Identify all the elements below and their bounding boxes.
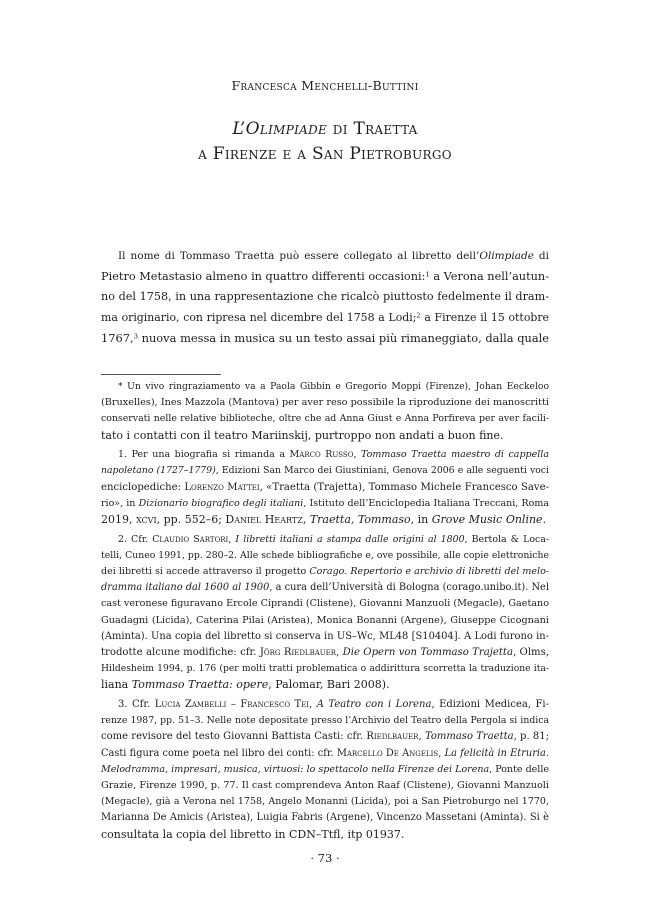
page-number: · 73 · bbox=[310, 851, 340, 865]
body-text bbox=[101, 246, 549, 349]
body-line: no del 1758, in una rappresentazione che ricalcò piuttosto fedelmente il dram- bbox=[101, 290, 549, 304]
footnote-2: 2. Cfr. Claudio Sartori, I libretti italiani a stampa dalle origini al 1800, Bertola & Loca- telli, Cuneo 1991, pp. 280–2. Alle schede bibliografiche e, ove possibile, alle copie elettroniche dei libretti si accede attraverso il progetto Corago. Repertorio e archivio di libretti del melo- dramma italiano dal 1600 al 1900, a cura dell’Università di Bologna (corago.unibo.it). Nel cast veronese figuravano Ercole Ciprandi (Clistene), Giovanni Manzuoli (Megacle), Gaetano Guadagni (Licida), Caterina Pilai (Aristea), Monica Bonanni (Argene), Giuseppe Cicognani (Aminta). Una copia del libretto si conserva in US–Wc, ML48 [S10404]. A Lodi furono in- trodotte alcune modifiche: cfr. Jörg Riedlbauer, Die Opern von Tommaso Trajetta, Olms, Hildesheim 1994, p. 176 (per molti tratti problematica o addirittura scorretta la traduzione ita- liana Tommaso Traetta: opere, Palomar, Bari 2008). bbox=[101, 533, 550, 692]
footnote-star: * Un vivo ringraziamento va a Paola Gibbin e Gregorio Moppi (Firenze), Johan Eeckeloo (Bruxelles), Ines Mazzola (Mantova) per aver reso possibile la riproduzione dei manoscritti conservati nelle relative biblioteche, oltre che ad Anna Giust e Anna Porfireva per aver facili- tato i contatti con il teatro Mariinskij, purtroppo non andati a buon fine. bbox=[101, 381, 549, 442]
footnote-3: 3. Cfr. Lucia Zambelli – Francesco Tei, A Teatro con i Lorena, Edizioni Medicea, Fi- renze 1987, pp. 51–3. Nelle note depositate presso l’Archivio del Teatro della Pergola si indica come revisore del testo Giovanni Battista Casti: cfr. Riedlbauer, Tommaso Traetta, p. 81; Casti figura come poeta nel libro dei conti: cfr. Marcello De Angelis, La felicità in Etruria. Melodramma, impresari, musica, virtuosi: lo spettacolo nella Firenze dei Lorena, Ponte delle Grazie, Firenze 1990, p. 77. Il cast comprendeva Anton Raaf (Clistene), Giovanni Manzuoli (Megacle), già a Verona nel 1758, Angelo Monanni (Licida), poi a San Pietroburgo nel 1770, Marianna De Amicis (Aristea), Luigia Fabris (Argene), Vincenzo Massetani (Aminta). Si è consultata la copia del libretto in CDN–Ttfl, itp 01937. bbox=[101, 699, 550, 841]
footnote-ref: 1 bbox=[425, 269, 430, 278]
body-line: Pietro Metastasio almeno in quattro differenti occasioni:$^1$ a Verona nell’autun- bbox=[101, 269, 549, 283]
footnote-ref: 2 bbox=[416, 311, 421, 320]
article-title bbox=[0, 117, 650, 167]
body-line: 1767,$^3$ nuova messa in musica su un testo assai più rimaneggiato, dalla quale bbox=[101, 331, 549, 346]
author-name: Francesca Menchelli-Buttini bbox=[231, 78, 419, 93]
footnote-ref: 3 bbox=[133, 332, 138, 341]
title-italic-work: L’Olimpiade bbox=[232, 119, 328, 139]
title-line-2: a Firenze e a San Pietroburgo bbox=[198, 144, 452, 164]
title-line-1 bbox=[0, 117, 650, 142]
footnote-1: 1. Per una biografia si rimanda a Marco Russo, Tommaso Traetta maestro di cappella napoletano (1727–1779), Edizioni San Marco dei Giustiniani, Genova 2006 e alle seguenti voci enciclopediche: Lorenzo Mattei, «Traetta (Trajetta), Tommaso Michele Francesco Save- rio», in Dizionario biografico degli italiani, Istituto dell’Enciclopedia Italiana Treccani, Roma 2019, xcvi, pp. 552–6; Daniel Heartz, Traetta, Tommaso, in Grove Music Online. bbox=[101, 449, 550, 527]
body-line: ma originario, con ripresa nel dicembre del 1758 a Lodi;$^2$ a Firenze il 15 ottobre bbox=[101, 310, 549, 324]
title-line-1-rest: di Traetta bbox=[327, 119, 418, 139]
footnotes bbox=[101, 379, 549, 846]
body-line: Il nome di Tommaso Traetta può essere collegato al libretto dell’Olimpiade di bbox=[118, 250, 549, 262]
footnote-rule bbox=[101, 374, 221, 375]
